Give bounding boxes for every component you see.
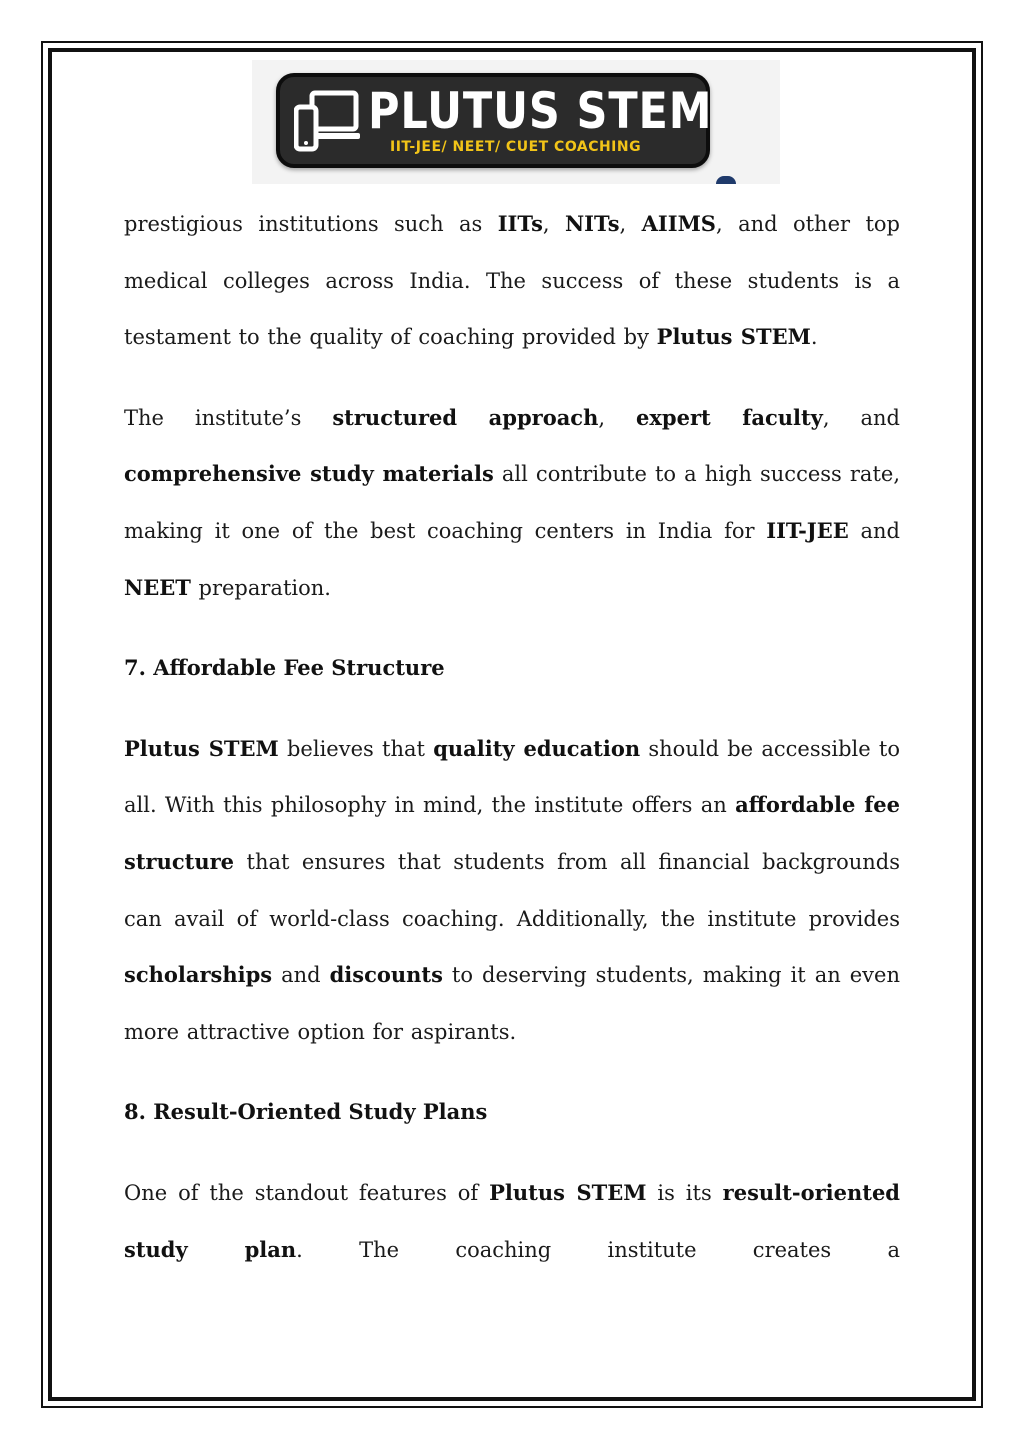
- logo-decoration: [716, 176, 736, 184]
- section-heading-fee-structure: 7. Affordable Fee Structure: [124, 655, 445, 681]
- paragraph-study-plans: One of the standout features of Plutus STEM is its result-oriented study plan. The coaching institute creates a: [124, 1179, 900, 1262]
- document-content: [124, 196, 900, 1278]
- paragraph-success: prestigious institutions such as IITs, NITs, AIIMS, and other top medical colleges across India. The success of these students is a testament to the quality of coaching provided by Plutus STEM.: [124, 211, 900, 350]
- logo-title: PLUTUS STEM: [368, 82, 713, 140]
- paragraph-fee-structure: Plutus STEM believes that quality education should be accessible to all. With this philosophy in mind, the institute offers an affordable fee structure that ensures that students from all financial backgrounds can avail of world-class coaching. Additionally, the institute provides scholarships and discounts to deserving students, making it an even more attractive option for aspirants.: [124, 735, 900, 1044]
- section-heading-study-plans: 8. Result-Oriented Study Plans: [124, 1099, 488, 1125]
- devices-icon: [294, 89, 360, 153]
- paragraph-approach: The institute’s structured approach, expert faculty, and comprehensive study materials all contribute to a high success rate, making it one of the best coaching centers in India for IIT-JEE and NEET preparation.: [124, 404, 900, 600]
- logo-subtitle: IIT-JEE/ NEET/ CUET COACHING: [390, 139, 642, 155]
- plutus-stem-logo: [276, 73, 713, 168]
